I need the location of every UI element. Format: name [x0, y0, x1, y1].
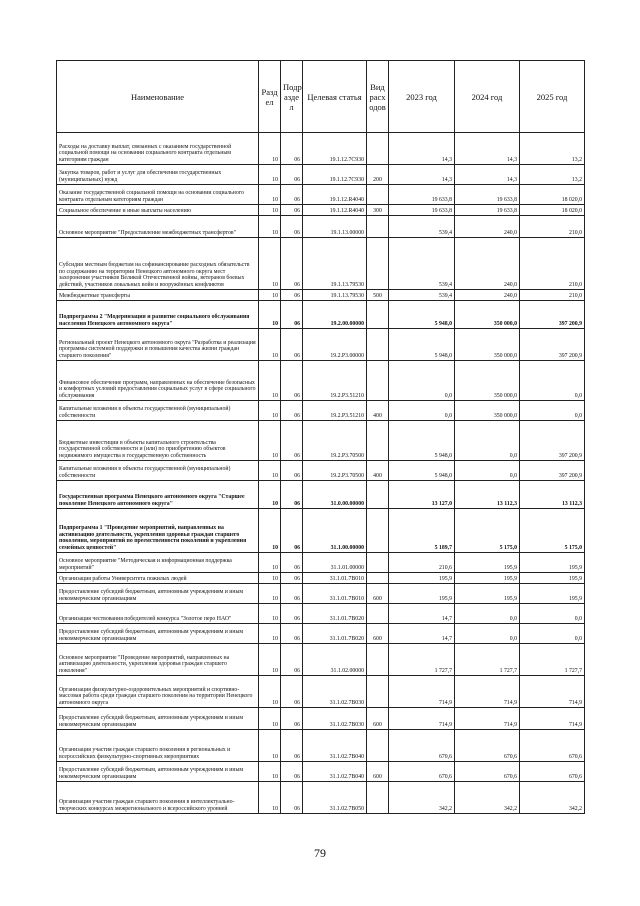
cell-2025: 13,2 [520, 133, 585, 165]
cell-2024: 14,3 [455, 165, 520, 185]
table-row [57, 573, 585, 584]
header-2025: 2025 год [520, 61, 585, 133]
header-podrazdel: Подр азде л [281, 61, 303, 133]
cell-2025: 714,9 [520, 676, 585, 708]
table-row [57, 481, 585, 509]
cell-name: Расходы на доставку выплат, связанных с оказанием государственной социальной помощи на основании социального контракта отдельным категориям граждан [57, 133, 259, 165]
cell-2023: 13 127,0 [389, 481, 455, 509]
cell-razdel: 10 [259, 762, 281, 782]
cell-2024: 19 633,8 [455, 205, 520, 216]
cell-podrazdel: 06 [281, 708, 303, 730]
cell-csr: 31.1.00.00000 [303, 509, 367, 553]
cell-podrazdel: 06 [281, 604, 303, 624]
cell-2023: 1 727,7 [389, 644, 455, 676]
cell-csr: 31.1.02.7В040 [303, 730, 367, 762]
table-row [57, 185, 585, 205]
table-body [57, 133, 585, 814]
cell-razdel: 10 [259, 205, 281, 216]
cell-vr [367, 573, 389, 584]
cell-name: Субсидии местным бюджетам на софинансирование расходных обязательств по содержанию на территории Ненецкого автономного округа мест захоронения участников Великой Отечественной войны, ветеранов боевых действий, участников локальных войн и вооружённых конфликтов [57, 238, 259, 290]
cell-2023: 5 948,0 [389, 461, 455, 481]
table-row [57, 361, 585, 401]
cell-csr: 31.1.02.7В050 [303, 782, 367, 814]
cell-name: Организация участия граждан старшего поколения в интеллектуально-творческих конкурсах межрегионального и всероссийского уровней [57, 782, 259, 814]
cell-2023: 0,0 [389, 401, 455, 421]
cell-podrazdel: 06 [281, 676, 303, 708]
table-row [57, 165, 585, 185]
table-row [57, 782, 585, 814]
cell-razdel: 10 [259, 481, 281, 509]
cell-razdel: 10 [259, 133, 281, 165]
cell-razdel: 10 [259, 573, 281, 584]
cell-2025: 397 200,9 [520, 461, 585, 481]
cell-2024: 670,6 [455, 762, 520, 782]
cell-razdel: 10 [259, 782, 281, 814]
header-csr: Целевая статья [303, 61, 367, 133]
cell-2023: 14,3 [389, 133, 455, 165]
cell-csr: 19.2.P3.00000 [303, 329, 367, 361]
cell-razdel: 10 [259, 301, 281, 329]
cell-csr: 31.1.02.7В040 [303, 762, 367, 782]
cell-2023: 195,9 [389, 573, 455, 584]
cell-vr [367, 676, 389, 708]
cell-vr [367, 133, 389, 165]
cell-2024: 0,0 [455, 604, 520, 624]
cell-2023: 539,4 [389, 238, 455, 290]
cell-2024: 0,0 [455, 461, 520, 481]
cell-2023: 14,3 [389, 165, 455, 185]
cell-2025: 0,0 [520, 604, 585, 624]
cell-2025: 670,6 [520, 762, 585, 782]
cell-2023: 670,6 [389, 730, 455, 762]
cell-csr: 19.1.12.R4040 [303, 205, 367, 216]
cell-2025: 195,9 [520, 573, 585, 584]
cell-name: Региональный проект Ненецкого автономного округа "Разработка и реализация программы системной поддержки и повышения качества жизни граждан старшего поколения" [57, 329, 259, 361]
cell-2025: 5 175,0 [520, 509, 585, 553]
cell-razdel: 10 [259, 421, 281, 461]
cell-vr [367, 509, 389, 553]
cell-2025: 714,9 [520, 708, 585, 730]
cell-podrazdel: 06 [281, 165, 303, 185]
cell-podrazdel: 06 [281, 329, 303, 361]
cell-2025: 210,0 [520, 290, 585, 301]
cell-2023: 342,2 [389, 782, 455, 814]
cell-vr: 600 [367, 624, 389, 644]
cell-razdel: 10 [259, 730, 281, 762]
cell-2025: 13,2 [520, 165, 585, 185]
cell-2024: 714,9 [455, 708, 520, 730]
cell-podrazdel: 06 [281, 361, 303, 401]
cell-2023: 19 633,8 [389, 205, 455, 216]
cell-2025: 0,0 [520, 401, 585, 421]
cell-vr: 500 [367, 290, 389, 301]
cell-razdel: 10 [259, 604, 281, 624]
cell-vr: 600 [367, 584, 389, 604]
cell-2025: 397 200,9 [520, 301, 585, 329]
cell-2023: 670,6 [389, 762, 455, 782]
cell-2023: 195,9 [389, 584, 455, 604]
cell-2025: 0,0 [520, 361, 585, 401]
cell-2024: 714,9 [455, 676, 520, 708]
cell-csr: 19.2.P3.70500 [303, 461, 367, 481]
cell-name: Капитальные вложения в объекты государственной (муниципальной) собственности [57, 401, 259, 421]
table-row [57, 133, 585, 165]
table-row [57, 461, 585, 481]
cell-csr: 19.1.12.7С930 [303, 165, 367, 185]
cell-2023: 0,0 [389, 361, 455, 401]
cell-vr [367, 216, 389, 238]
cell-podrazdel: 06 [281, 133, 303, 165]
table-row [57, 730, 585, 762]
cell-vr [367, 553, 389, 573]
cell-csr: 19.2.00.00000 [303, 301, 367, 329]
table-row [57, 238, 585, 290]
cell-csr: 19.1.12.R4040 [303, 185, 367, 205]
cell-name: Социальное обеспечение и иные выплаты населению [57, 205, 259, 216]
cell-vr [367, 421, 389, 461]
cell-podrazdel: 06 [281, 553, 303, 573]
cell-csr: 19.1.13.79530 [303, 238, 367, 290]
cell-csr: 31.1.01.7В010 [303, 573, 367, 584]
cell-razdel: 10 [259, 644, 281, 676]
cell-2023: 210,6 [389, 553, 455, 573]
cell-name: Предоставление субсидий бюджетным, автономным учреждениям и иным некоммерческим организациям [57, 762, 259, 782]
table-row [57, 301, 585, 329]
cell-name: Основное мероприятие "Методическая и информационная поддержка мероприятий" [57, 553, 259, 573]
cell-name: Подпрограмма 2 "Модернизация и развитие социального обслуживания населения Ненецкого автономного округа" [57, 301, 259, 329]
cell-2025: 397 200,9 [520, 329, 585, 361]
table-row [57, 329, 585, 361]
cell-csr: 31.1.01.00000 [303, 553, 367, 573]
cell-csr: 19.1.12.7С930 [303, 133, 367, 165]
cell-2023: 714,9 [389, 676, 455, 708]
header-2023: 2023 год [389, 61, 455, 133]
cell-2024: 19 633,8 [455, 185, 520, 205]
cell-2025: 0,0 [520, 624, 585, 644]
cell-2025: 18 020,0 [520, 185, 585, 205]
cell-name: Предоставление субсидий бюджетным, автономным учреждениям и иным некоммерческим организациям [57, 624, 259, 644]
cell-2023: 5 948,0 [389, 301, 455, 329]
cell-2024: 240,0 [455, 290, 520, 301]
cell-2024: 350 000,0 [455, 329, 520, 361]
table-row [57, 421, 585, 461]
cell-vr [367, 604, 389, 624]
cell-csr: 19.2.P3.70500 [303, 421, 367, 461]
cell-podrazdel: 06 [281, 301, 303, 329]
cell-vr: 300 [367, 205, 389, 216]
cell-csr: 19.2.P3.51210 [303, 401, 367, 421]
table-row [57, 509, 585, 553]
cell-vr [367, 361, 389, 401]
cell-csr: 31.1.01.7В020 [303, 604, 367, 624]
cell-razdel: 10 [259, 185, 281, 205]
cell-csr: 19.2.P3.51210 [303, 361, 367, 401]
cell-2024: 240,0 [455, 238, 520, 290]
cell-name: Организация чествования победителей конкурса "Золотое перо НАО" [57, 604, 259, 624]
cell-name: Организация физкультурно-оздоровительных мероприятий и спортивно-массовая работа среди граждан старшего поколения на территории Ненецкого автономного округа [57, 676, 259, 708]
cell-2025: 342,2 [520, 782, 585, 814]
cell-name: Межбюджетные трансферты [57, 290, 259, 301]
cell-vr: 600 [367, 708, 389, 730]
cell-vr [367, 301, 389, 329]
cell-2023: 14,7 [389, 604, 455, 624]
cell-vr: 400 [367, 401, 389, 421]
cell-podrazdel: 06 [281, 782, 303, 814]
cell-vr: 600 [367, 762, 389, 782]
page-number: 79 [314, 846, 326, 860]
cell-name: Оказание государственной социальной помощи на основании социального контракта отдельным категориям граждан [57, 185, 259, 205]
cell-razdel: 10 [259, 461, 281, 481]
cell-razdel: 10 [259, 290, 281, 301]
cell-2024: 240,0 [455, 216, 520, 238]
cell-razdel: 10 [259, 401, 281, 421]
cell-podrazdel: 06 [281, 730, 303, 762]
cell-2025: 397 200,9 [520, 421, 585, 461]
cell-name: Организация работы Университета пожилых людей [57, 573, 259, 584]
cell-2024: 195,9 [455, 573, 520, 584]
cell-2024: 0,0 [455, 421, 520, 461]
cell-name: Государственная программа Ненецкого автономного округа "Старшее поколение Ненецкого автономного округа" [57, 481, 259, 509]
cell-razdel: 10 [259, 624, 281, 644]
cell-razdel: 10 [259, 165, 281, 185]
cell-vr: 200 [367, 165, 389, 185]
header-razdel: Разд ел [259, 61, 281, 133]
table-row [57, 205, 585, 216]
cell-vr [367, 185, 389, 205]
cell-2024: 14,3 [455, 133, 520, 165]
cell-name: Закупка товаров, работ и услуг для обеспечения государственных (муниципальных) нужд [57, 165, 259, 185]
cell-vr [367, 481, 389, 509]
cell-2024: 670,6 [455, 730, 520, 762]
cell-vr [367, 238, 389, 290]
cell-csr: 31.1.02.7В030 [303, 708, 367, 730]
cell-csr: 31.1.01.7В020 [303, 624, 367, 644]
cell-2025: 195,9 [520, 584, 585, 604]
cell-vr [367, 730, 389, 762]
cell-csr: 19.1.13.00000 [303, 216, 367, 238]
cell-razdel: 10 [259, 708, 281, 730]
cell-name: Финансовое обеспечение программ, направленных на обеспечение безопасных и комфортных условий предоставления социальных услуг в сфере социального обслуживания [57, 361, 259, 401]
cell-2024: 342,2 [455, 782, 520, 814]
cell-csr: 31.1.02.7В030 [303, 676, 367, 708]
cell-name: Организация участия граждан старшего поколения в региональных и всероссийских физкультурно-спортивных мероприятиях [57, 730, 259, 762]
cell-podrazdel: 06 [281, 238, 303, 290]
table-row [57, 584, 585, 604]
table-row [57, 401, 585, 421]
cell-vr [367, 782, 389, 814]
cell-podrazdel: 06 [281, 644, 303, 676]
cell-razdel: 10 [259, 361, 281, 401]
cell-razdel: 10 [259, 553, 281, 573]
table-header-row [57, 61, 585, 133]
cell-vr: 400 [367, 461, 389, 481]
cell-2025: 1 727,7 [520, 644, 585, 676]
cell-2024: 350 000,0 [455, 301, 520, 329]
cell-2024: 0,0 [455, 624, 520, 644]
cell-2024: 1 727,7 [455, 644, 520, 676]
table-row [57, 644, 585, 676]
cell-podrazdel: 06 [281, 509, 303, 553]
cell-name: Основное мероприятие "Проведение мероприятий, направленных на активизацию деятельности, укрепления здоровья граждан старшего поколения" [57, 644, 259, 676]
cell-2025: 210,0 [520, 238, 585, 290]
cell-razdel: 10 [259, 584, 281, 604]
cell-podrazdel: 06 [281, 185, 303, 205]
cell-2023: 5 948,0 [389, 329, 455, 361]
cell-razdel: 10 [259, 216, 281, 238]
header-name: Наименование [57, 61, 259, 133]
cell-2023: 539,4 [389, 290, 455, 301]
cell-vr [367, 644, 389, 676]
table-row [57, 624, 585, 644]
cell-razdel: 10 [259, 329, 281, 361]
cell-podrazdel: 06 [281, 216, 303, 238]
cell-name: Бюджетные инвестиции в объекты капитального строительства государственной собственности и (или) по приобретению объектов недвижимого имущества в государственную собственность [57, 421, 259, 461]
cell-csr: 31.1.01.7В010 [303, 584, 367, 604]
cell-podrazdel: 06 [281, 205, 303, 216]
cell-podrazdel: 06 [281, 290, 303, 301]
cell-2025: 195,9 [520, 553, 585, 573]
cell-2023: 539,4 [389, 216, 455, 238]
cell-name: Предоставление субсидий бюджетным, автономным учреждениям и иным некоммерческим организациям [57, 708, 259, 730]
table-row [57, 762, 585, 782]
cell-podrazdel: 06 [281, 624, 303, 644]
table-row [57, 708, 585, 730]
cell-name: Подпрограмма 1 "Проведение мероприятий, направленных на активизацию деятельности, укрепления здоровья граждан старшего поколения, мероприятий по преемственности поколений и укрепления семейных ценностей" [57, 509, 259, 553]
cell-razdel: 10 [259, 676, 281, 708]
cell-2025: 13 112,3 [520, 481, 585, 509]
cell-podrazdel: 06 [281, 762, 303, 782]
cell-2024: 5 175,0 [455, 509, 520, 553]
cell-podrazdel: 06 [281, 481, 303, 509]
cell-csr: 19.1.13.79530 [303, 290, 367, 301]
cell-podrazdel: 06 [281, 573, 303, 584]
budget-table [56, 60, 585, 814]
cell-2023: 5 948,0 [389, 421, 455, 461]
cell-podrazdel: 06 [281, 584, 303, 604]
cell-2023: 5 189,7 [389, 509, 455, 553]
cell-2025: 18 020,0 [520, 205, 585, 216]
cell-vr [367, 329, 389, 361]
cell-2023: 14,7 [389, 624, 455, 644]
document-sheet [56, 60, 584, 814]
table-row [57, 604, 585, 624]
cell-razdel: 10 [259, 509, 281, 553]
cell-2023: 714,9 [389, 708, 455, 730]
cell-razdel: 10 [259, 238, 281, 290]
cell-2024: 195,9 [455, 553, 520, 573]
cell-podrazdel: 06 [281, 401, 303, 421]
table-row [57, 290, 585, 301]
table-row [57, 676, 585, 708]
cell-podrazdel: 06 [281, 461, 303, 481]
cell-2024: 13 112,3 [455, 481, 520, 509]
cell-podrazdel: 06 [281, 421, 303, 461]
cell-2024: 195,9 [455, 584, 520, 604]
cell-2024: 350 000,0 [455, 361, 520, 401]
cell-name: Основное мероприятие "Предоставление межбюджетных трансфертов" [57, 216, 259, 238]
cell-csr: 31.0.00.00000 [303, 481, 367, 509]
cell-name: Капитальные вложения в объекты государственной (муниципальной) собственности [57, 461, 259, 481]
cell-2024: 350 000,0 [455, 401, 520, 421]
header-2024: 2024 год [455, 61, 520, 133]
table-row [57, 553, 585, 573]
cell-csr: 31.1.02.00000 [303, 644, 367, 676]
table-row [57, 216, 585, 238]
cell-2025: 670,6 [520, 730, 585, 762]
cell-2025: 210,0 [520, 216, 585, 238]
header-vr: Вид расх одов [367, 61, 389, 133]
cell-2023: 19 633,8 [389, 185, 455, 205]
cell-name: Предоставление субсидий бюджетным, автономным учреждениям и иным некоммерческим организациям [57, 584, 259, 604]
